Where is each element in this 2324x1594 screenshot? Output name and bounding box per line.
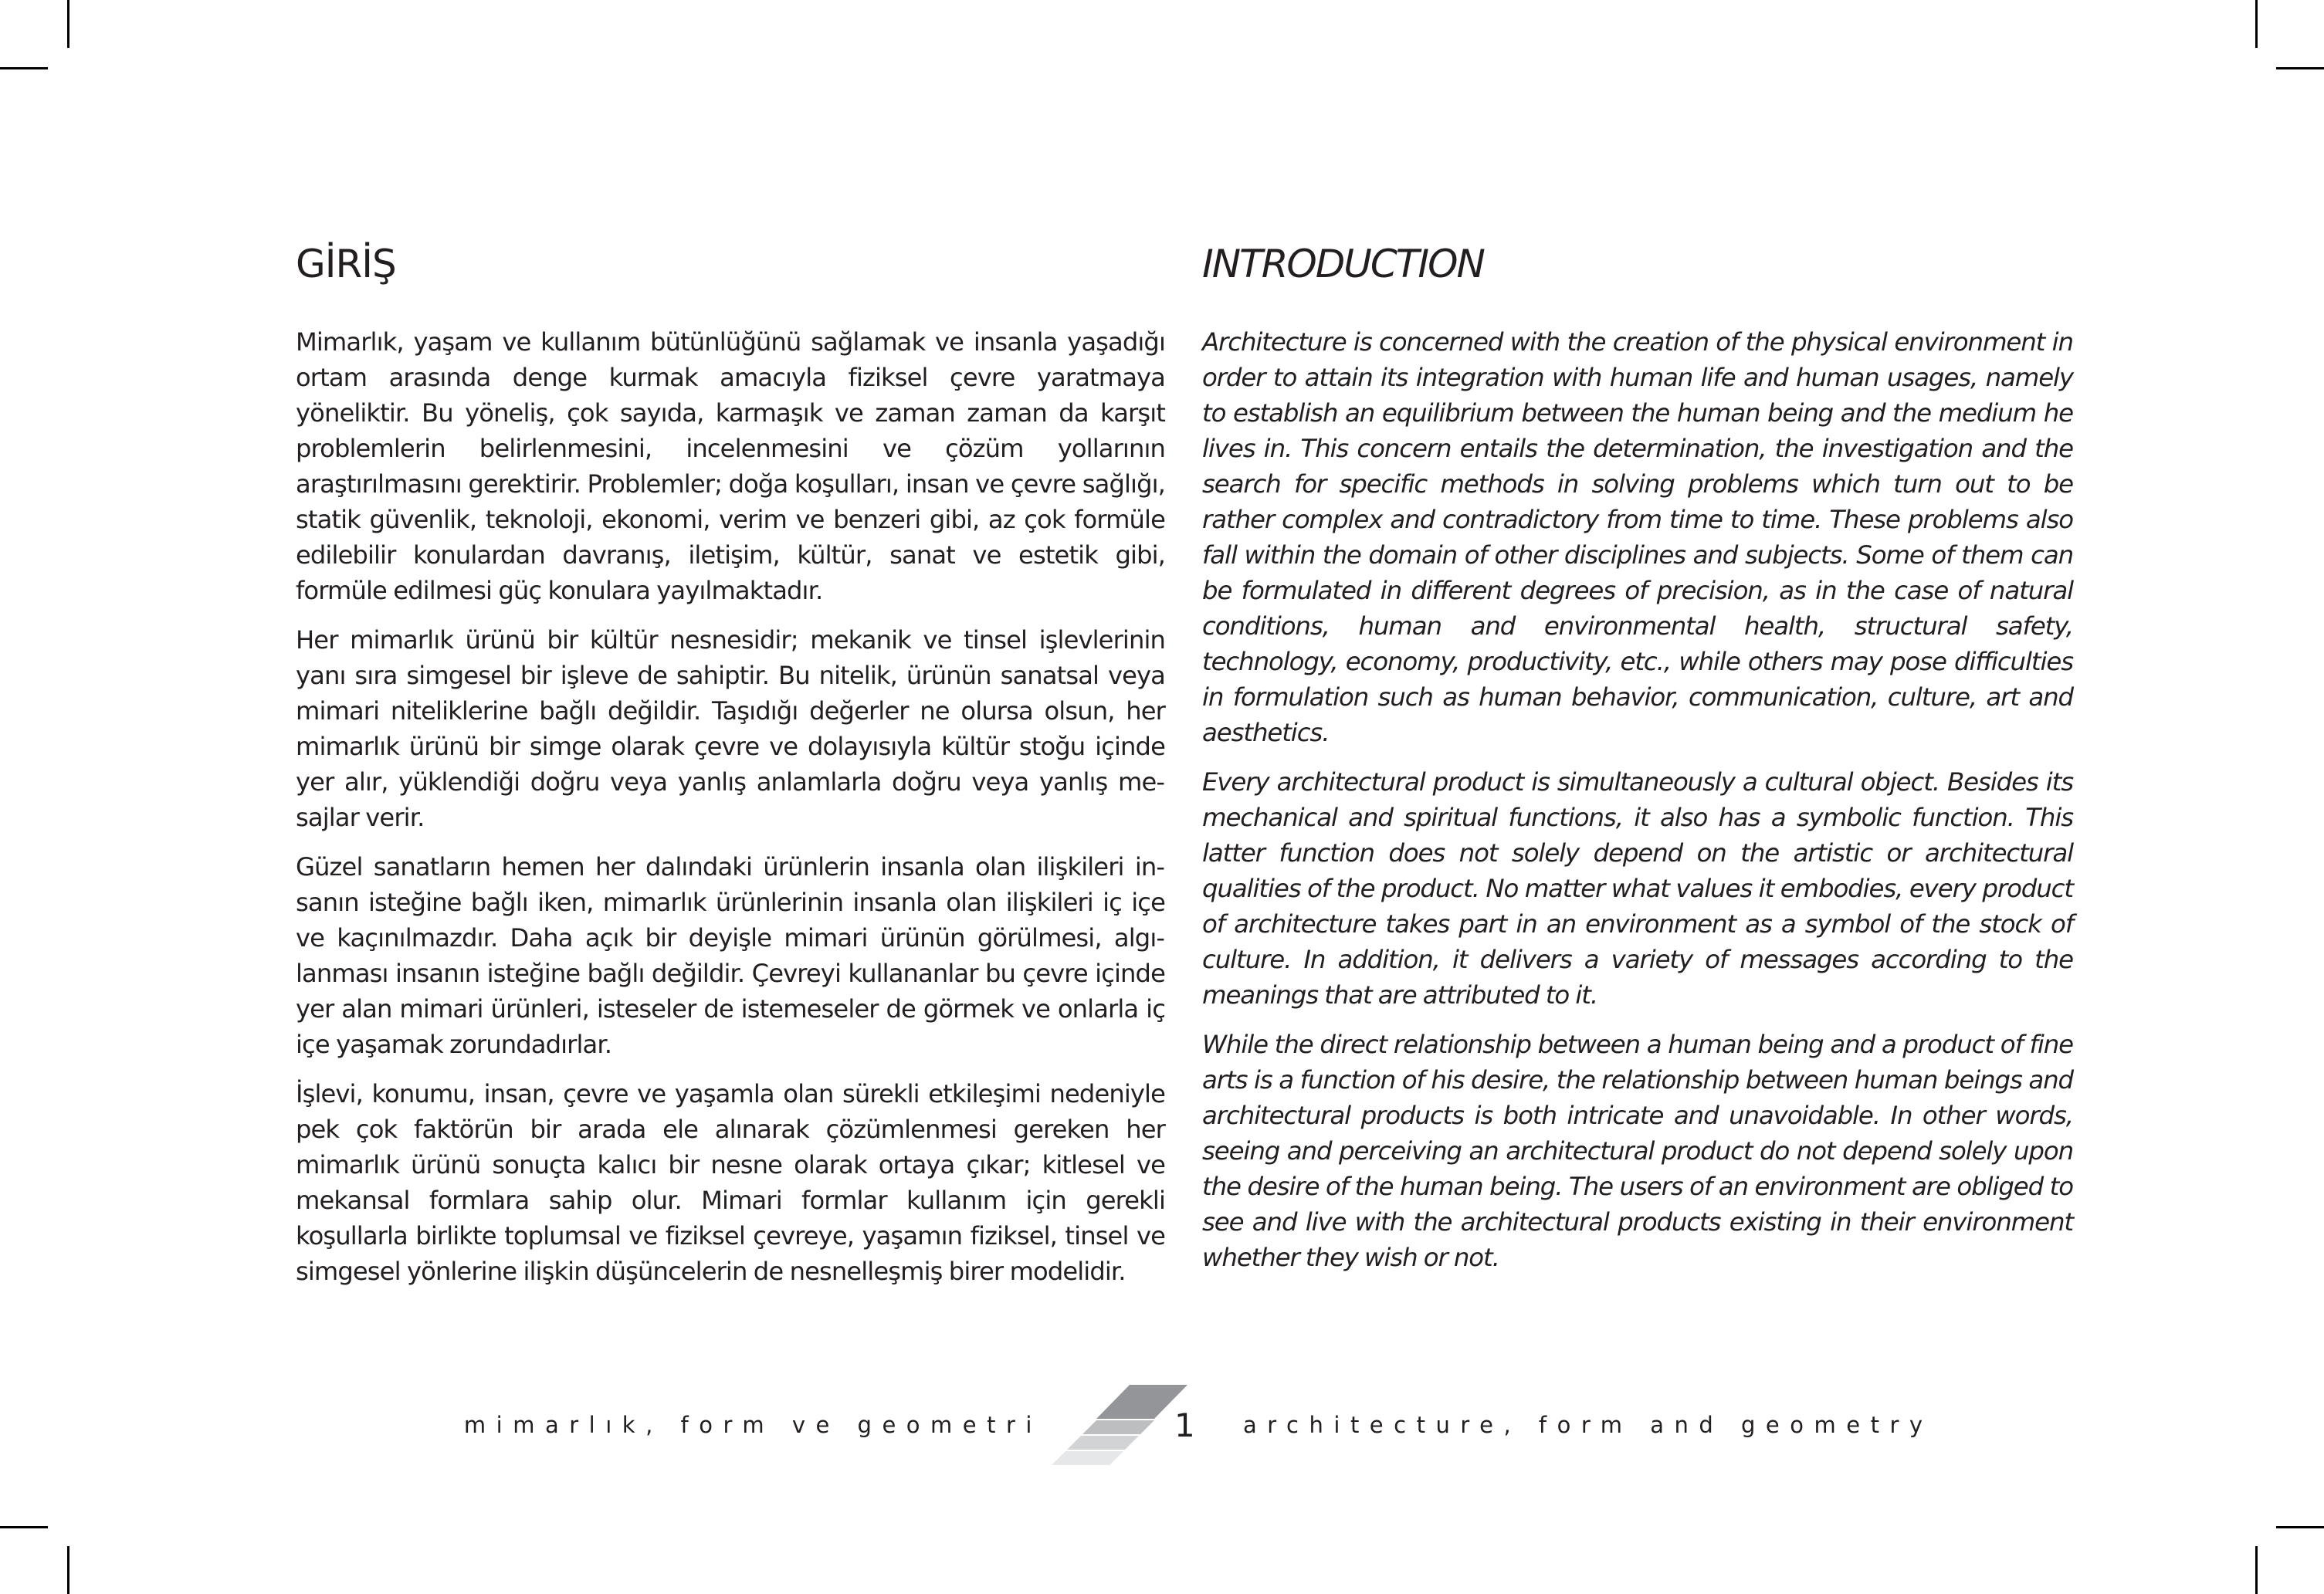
english-body [1202, 324, 2073, 1275]
page-number: 1 [1174, 1406, 1195, 1444]
turkish-paragraph-1: Mimarlık, yaşam ve kullanım bütünlüğünü sağlamak ve insanla yaşadığı ortam arasında denge kurmak amacıyla fiziksel çevre yaratmaya yöneliktir. Bu yöneliş, çok sayıda, karmaşık ve zaman zaman da karşıt problemlerin belirlenmesini, incelenmesini ve çözüm yollarının araştırılmasını gerektirir. Problemler; doğa koşulları, insan ve çevre sağlığı, statik güvenlik, teknoloji, ekonomi, verim ve benzeri gibi, az çok formüle edilebilir konulardan davranış, iletişim, kültür, sanat ve estetik gibi, formüle edilmesi güç konulara yayılmaktadır. [296, 327, 1165, 605]
logo-band-2 [1082, 1420, 1154, 1434]
logo-band-4 [1052, 1451, 1123, 1465]
english-paragraph-3: While the direct relationship between a human being and a product of fine arts is a function of his desire, the relationship between human beings and architectural products is both intricate and unavoidable. In other words, seeing and perceiving an architectural product do not depend solely upon the desire of the human being. The users of an environment are obliged to see and live with the architectural products existing in their environment whether they wish or not. [1202, 1030, 2073, 1272]
turkish-paragraph-2: Her mimarlık ürünü bir kültür nesnesidir; mekanik ve tinsel işlevlerinin yanı sıra simgesel bir işleve de sahiptir. Bu nitelik, ürünün sanatsal veya mimari niteliklerine bağlı değildir. Taşıdığı değerler ne olursa olsun, her mimarlık ürünü bir simge olarak çevre ve dolayısıyla kültür stoğu içinde yer alır, yüklendiği doğru veya yanlış anlamlarla doğru veya yanlış mesajlar verir. [296, 625, 1165, 832]
turkish-body [296, 324, 1165, 1289]
turkish-column [296, 241, 1165, 1303]
crop-mark-bottom-left-horizontal [0, 1526, 48, 1528]
crop-mark-bottom-left-vertical [67, 1546, 69, 1594]
footer-book-title-turkish: mimarlık, form ve geometri [463, 1412, 1042, 1438]
crop-mark-bottom-right-vertical [2255, 1546, 2258, 1594]
crop-mark-top-left-horizontal [0, 67, 48, 69]
turkish-heading: GİRİŞ [296, 242, 396, 286]
english-paragraph-1: Architecture is concerned with the creation of the physical environment in order to attain its integration with human life and human usages, namely to establish an equilibrium between the human being and the medium he lives in. This concern entails the determination, the investigation and the search for specific methods in solving problems which turn out to be rather complex and contradictory from time to time. These problems also fall within the domain of other disciplines and subjects. Some of them can be formulated in different degrees of precision, as in the case of natural conditions, human and environmental health, structural safety, technology, economy, productivity, etc., while others may pose difficulties in formulation such as human behavior, communication, culture, art and aesthetics. [1202, 327, 2073, 747]
turkish-paragraph-4: İşlevi, konumu, insan, çevre ve yaşamla olan sürekli etkileşimi nedeniyle pek çok faktörün bir arada ele alınarak çözümlenmesi gereken her mimarlık ürünü sonuçta kalıcı bir nesne olarak ortaya çıkar; kitlesel ve mekansal formlara sahip olur. Mimari formlar kullanım için gerekli koşullarla birlikte toplumsal ve fiziksel çevreye, yaşamın fiziksel, tinsel ve simgesel yönlerine ilişkin düşüncelerin de nesnelleşmiş birer modelidir. [296, 1079, 1165, 1286]
crop-mark-top-right-horizontal [2276, 67, 2324, 69]
logo-band-3 [1067, 1436, 1139, 1450]
turkish-paragraph-3: Güzel sanatların hemen her dalındaki ürünlerin insanla olan ilişkileri insanın isteğine bağlı iken, mimarlık ürünlerinin insanla olan ilişkileri iç içe ve kaçınılmazdır. Daha açık bir deyişle mimari ürünün görülmesi, algılanması insanın isteğine bağlı değildir. Çevreyi kullananlar bu çevre içinde yer alan mimari ürünleri, isteseler de istemeseler de görmek ve onlarla iç içe yaşamak zorundadırlar. [296, 852, 1165, 1059]
crop-mark-top-right-vertical [2255, 0, 2258, 48]
crop-mark-bottom-right-horizontal [2276, 1526, 2324, 1528]
english-heading: INTRODUCTION [1202, 242, 1484, 286]
footer-book-title-english: architecture, form and geometry [1243, 1412, 1933, 1438]
crop-mark-top-left-vertical [67, 0, 69, 48]
english-column [1202, 241, 2073, 1289]
english-paragraph-2: Every architectural product is simultaneously a cultural object. Besides its mechanical and spiritual functions, it also has a symbolic function. This latter function does not solely depend on the artistic or architectural qualities of the product. No matter what values it embodies, every product of architecture takes part in an environment as a symbol of the stock of culture. In addition, it delivers a variety of messages according to the meanings that are attributed to it. [1202, 767, 2073, 1010]
